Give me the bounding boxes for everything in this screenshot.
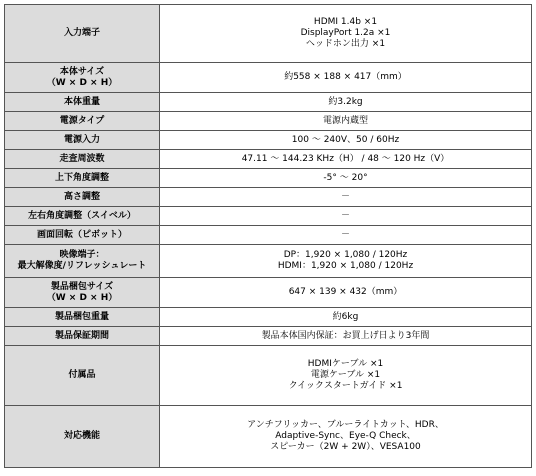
spec-value — [160, 278, 532, 308]
spec-value-line: 100 ～ 240V、50 / 60Hz — [291, 134, 400, 145]
spec-value — [160, 245, 532, 278]
spec-label-line: 製品保証期間 — [54, 330, 109, 341]
spec-label-line: 電源入力 — [63, 134, 100, 145]
spec-value — [160, 207, 532, 226]
spec-value — [160, 150, 532, 169]
spec-value — [160, 308, 532, 327]
spec-label — [5, 150, 160, 169]
spec-value-line: 約6kg — [332, 311, 359, 322]
spec-value-line: アンチフリッカー、ブルーライトカット、HDR、 — [247, 420, 444, 430]
spec-value-line: DP：1,920 × 1,080 / 120Hz — [283, 250, 408, 260]
spec-value-line: － — [340, 191, 350, 202]
spec-row — [5, 245, 532, 278]
spec-value — [160, 346, 532, 406]
spec-value — [160, 188, 532, 207]
spec-label-line: 高さ調整 — [63, 191, 100, 202]
spec-label — [5, 327, 160, 346]
spec-value — [160, 169, 532, 188]
spec-label-line: 左右角度調整（スイベル） — [28, 210, 136, 221]
spec-label-line: 最大解像度/リフレッシュレート — [17, 261, 147, 271]
spec-row — [5, 63, 532, 93]
spec-label — [5, 207, 160, 226]
spec-row — [5, 188, 532, 207]
spec-label-line: 製品梱包重量 — [54, 311, 109, 322]
spec-value-line: ヘッドホン出力 ×1 — [305, 39, 386, 49]
spec-value-line: HDMI：1,920 × 1,080 / 120Hz — [277, 261, 414, 271]
spec-label-line: 映像端子： — [59, 250, 105, 260]
spec-label — [5, 308, 160, 327]
spec-label — [5, 112, 160, 131]
spec-table-body — [5, 5, 532, 468]
spec-value-line: HDMIケーブル ×1 — [307, 359, 384, 369]
spec-value-line: DisplayPort 1.2a ×1 — [300, 28, 391, 38]
spec-label — [5, 245, 160, 278]
spec-row — [5, 327, 532, 346]
spec-label-line: 入力端子 — [63, 28, 100, 38]
spec-row — [5, 150, 532, 169]
spec-table — [4, 4, 532, 468]
spec-label-line: 走査周波数 — [59, 153, 105, 164]
spec-label-line: 対応機能 — [63, 431, 100, 441]
spec-value-line: 電源ケーブル ×1 — [310, 370, 381, 380]
spec-value — [160, 5, 532, 63]
spec-value-line: － — [340, 210, 350, 221]
spec-row — [5, 207, 532, 226]
spec-row — [5, 226, 532, 245]
spec-row — [5, 93, 532, 112]
spec-row — [5, 112, 532, 131]
spec-value-line: HDMI 1.4b ×1 — [313, 17, 378, 27]
spec-value — [160, 406, 532, 468]
spec-label — [5, 346, 160, 406]
spec-label — [5, 406, 160, 468]
spec-label — [5, 63, 160, 93]
spec-label — [5, 278, 160, 308]
spec-row — [5, 406, 532, 468]
spec-value-line: クイックスタートガイド ×1 — [288, 381, 403, 391]
spec-label-line: （W × D × H） — [46, 77, 118, 88]
spec-label-line: 本体サイズ — [59, 66, 105, 77]
spec-value-line: 約558 × 188 × 417（mm） — [284, 72, 407, 82]
spec-value — [160, 226, 532, 245]
spec-value — [160, 93, 532, 112]
spec-row — [5, 5, 532, 63]
spec-label-line: 製品梱包サイズ — [50, 281, 114, 292]
spec-value-line: -5° ～ 20° — [323, 172, 368, 183]
spec-label — [5, 226, 160, 245]
spec-value-line: 電源内蔵型 — [322, 115, 368, 126]
spec-label-line: 電源タイプ — [59, 115, 105, 126]
spec-label-line: 上下角度調整 — [54, 172, 109, 183]
spec-value-line: Adaptive-Sync、Eye-Q Check、 — [275, 431, 416, 441]
spec-value-line: 約3.2kg — [328, 96, 363, 107]
spec-label-line: 画面回転（ピボット） — [36, 229, 127, 240]
spec-label-line: 付属品 — [68, 370, 96, 380]
spec-label — [5, 93, 160, 112]
spec-value — [160, 327, 532, 346]
spec-label — [5, 188, 160, 207]
spec-row — [5, 131, 532, 150]
spec-label — [5, 131, 160, 150]
spec-value-line: － — [340, 229, 350, 240]
spec-value-line: 47.11 ～ 144.23 KHz（H） / 48 ～ 120 Hz（V） — [241, 153, 450, 164]
spec-value-line: スピーカー（2W + 2W）、VESA100 — [270, 442, 421, 452]
spec-label-line: 本体重量 — [63, 96, 100, 107]
spec-label — [5, 169, 160, 188]
spec-value-line: 製品本体国内保証：お買上げ日より3年間 — [261, 330, 430, 341]
spec-row — [5, 346, 532, 406]
spec-value — [160, 63, 532, 93]
spec-value-line: 647 × 139 × 432（mm） — [288, 287, 403, 297]
spec-row — [5, 308, 532, 327]
spec-row — [5, 278, 532, 308]
spec-row — [5, 169, 532, 188]
spec-label — [5, 5, 160, 63]
spec-value — [160, 131, 532, 150]
spec-label-line: （W × D × H） — [46, 292, 118, 303]
spec-value — [160, 112, 532, 131]
